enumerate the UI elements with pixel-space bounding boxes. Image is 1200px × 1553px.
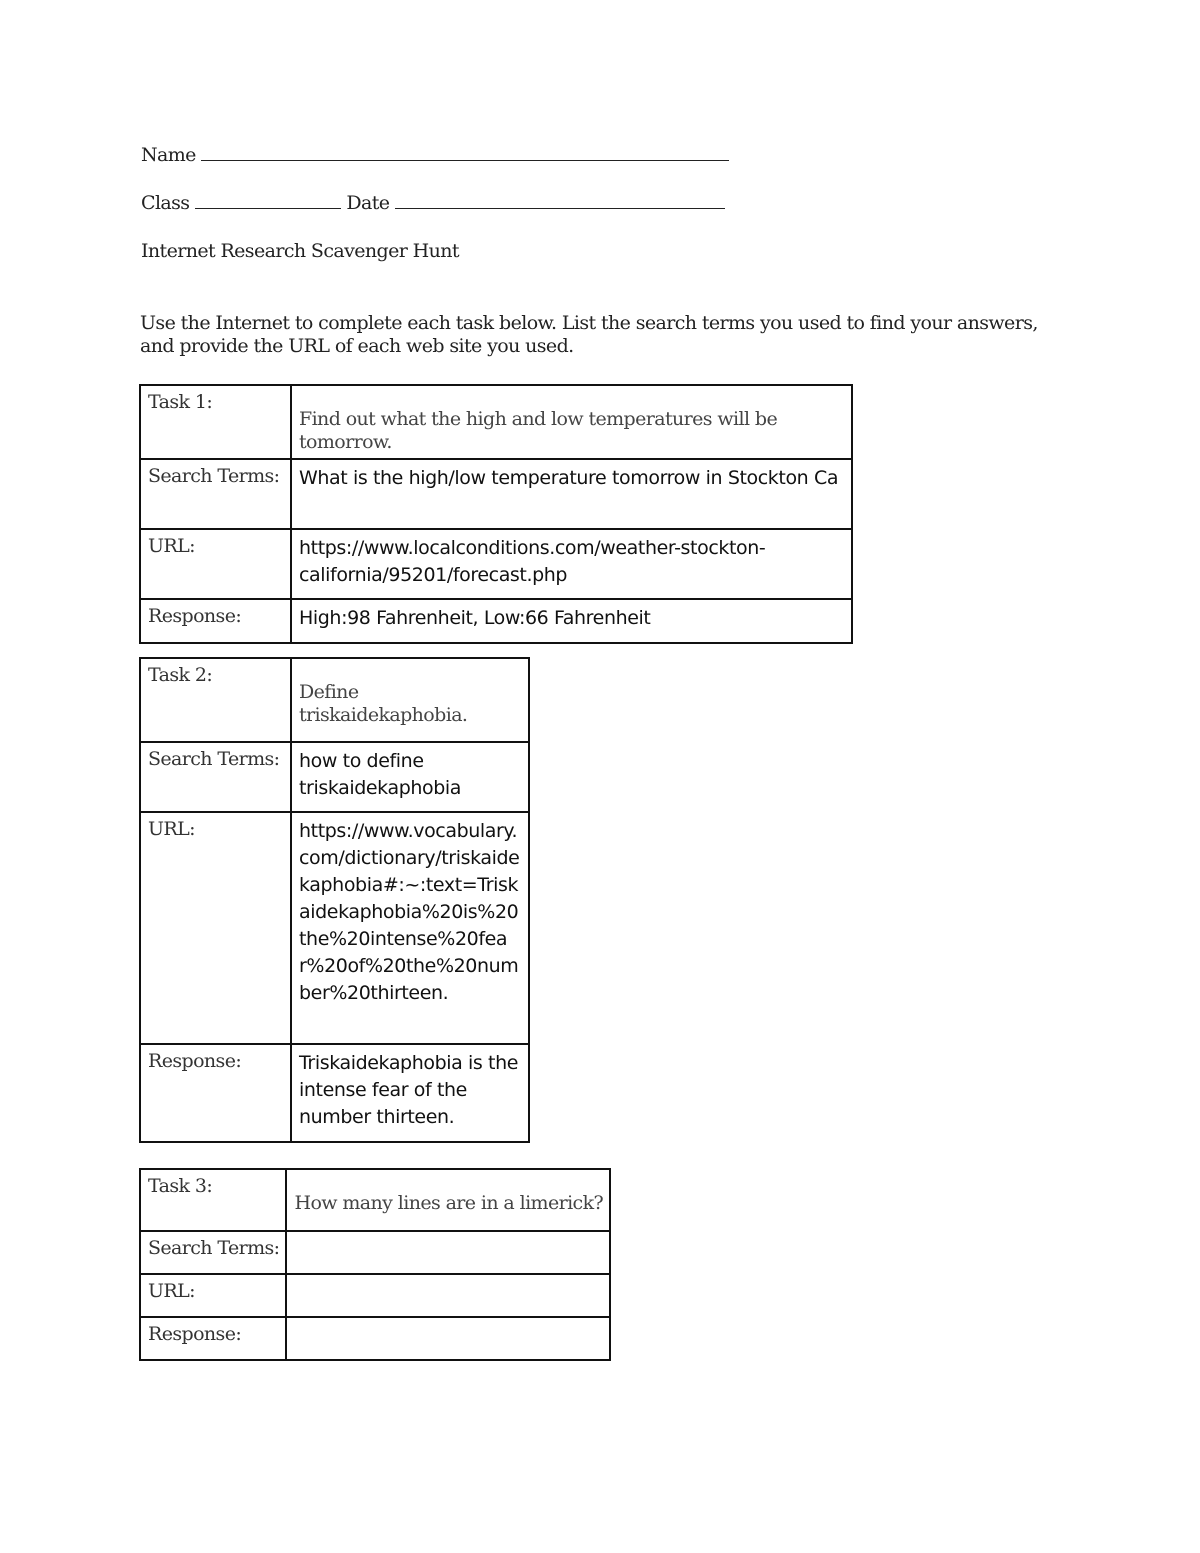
- url-label: URL:: [140, 1274, 286, 1317]
- url-answer[interactable]: https://www.localconditions.com/weather-stockton-california/95201/forecast.php: [291, 529, 852, 599]
- response-row: [140, 1044, 529, 1142]
- response-row: [140, 599, 852, 643]
- class-date-line: [141, 188, 725, 214]
- task-question-text: Find out what the high and low temperatures will be tomorrow.: [299, 408, 778, 453]
- url-row: [140, 529, 852, 599]
- search-terms-row: [140, 1231, 610, 1274]
- url-answer[interactable]: https://www.vocabulary.com/dictionary/triskaidekaphobia#:~:text=Triskaidekaphobia%20is%20the%20intense%20fear%20of%20the%20number%20thirteen.: [291, 812, 529, 1044]
- search-terms-label: Search Terms:: [140, 459, 291, 529]
- url-label: URL:: [140, 529, 291, 599]
- worksheet-title: Internet Research Scavenger Hunt: [141, 240, 459, 262]
- name-blank[interactable]: [201, 140, 729, 161]
- instructions: Use the Internet to complete each task below. List the search terms you used to find your answers, and provide the URL of each web site you used.: [140, 312, 1038, 357]
- search-terms-answer[interactable]: What is the high/low temperature tomorrow in Stockton Ca: [291, 459, 852, 529]
- search-terms-row: [140, 459, 852, 529]
- url-row: [140, 1274, 610, 1317]
- url-answer[interactable]: [286, 1274, 610, 1317]
- response-label: Response:: [140, 1317, 286, 1360]
- task-label: Task 3:: [140, 1169, 286, 1231]
- response-answer[interactable]: Triskaidekaphobia is the intense fear of the number thirteen.: [291, 1044, 529, 1142]
- response-row: [140, 1317, 610, 1360]
- url-row: [140, 812, 529, 1044]
- task-question-text: Define triskaidekaphobia.: [299, 681, 468, 726]
- task-label: Task 2:: [140, 658, 291, 742]
- name-line: [141, 140, 729, 166]
- task-2-table: [139, 657, 530, 1143]
- task-question-text: How many lines are in a limerick?: [294, 1192, 604, 1214]
- class-blank[interactable]: [195, 188, 341, 209]
- task-3-table: [139, 1168, 611, 1361]
- task-label: Task 1:: [140, 385, 291, 459]
- task-question: [291, 658, 529, 742]
- task-question: [291, 385, 852, 459]
- response-answer[interactable]: High:98 Fahrenheit, Low:66 Fahrenheit: [291, 599, 852, 643]
- task-row: [140, 385, 852, 459]
- search-terms-row: [140, 742, 529, 812]
- task-row: [140, 1169, 610, 1231]
- search-terms-answer[interactable]: [286, 1231, 610, 1274]
- task-row: [140, 658, 529, 742]
- response-answer[interactable]: [286, 1317, 610, 1360]
- response-label: Response:: [140, 599, 291, 643]
- date-label: Date: [346, 192, 390, 214]
- task-1-table: [139, 384, 853, 644]
- response-label: Response:: [140, 1044, 291, 1142]
- search-terms-label: Search Terms:: [140, 742, 291, 812]
- task-question: [286, 1169, 610, 1231]
- class-label: Class: [141, 192, 190, 214]
- date-blank[interactable]: [395, 188, 725, 209]
- search-terms-label: Search Terms:: [140, 1231, 286, 1274]
- search-terms-answer[interactable]: how to define triskaidekaphobia: [291, 742, 529, 812]
- name-label: Name: [141, 144, 196, 166]
- url-label: URL:: [140, 812, 291, 1044]
